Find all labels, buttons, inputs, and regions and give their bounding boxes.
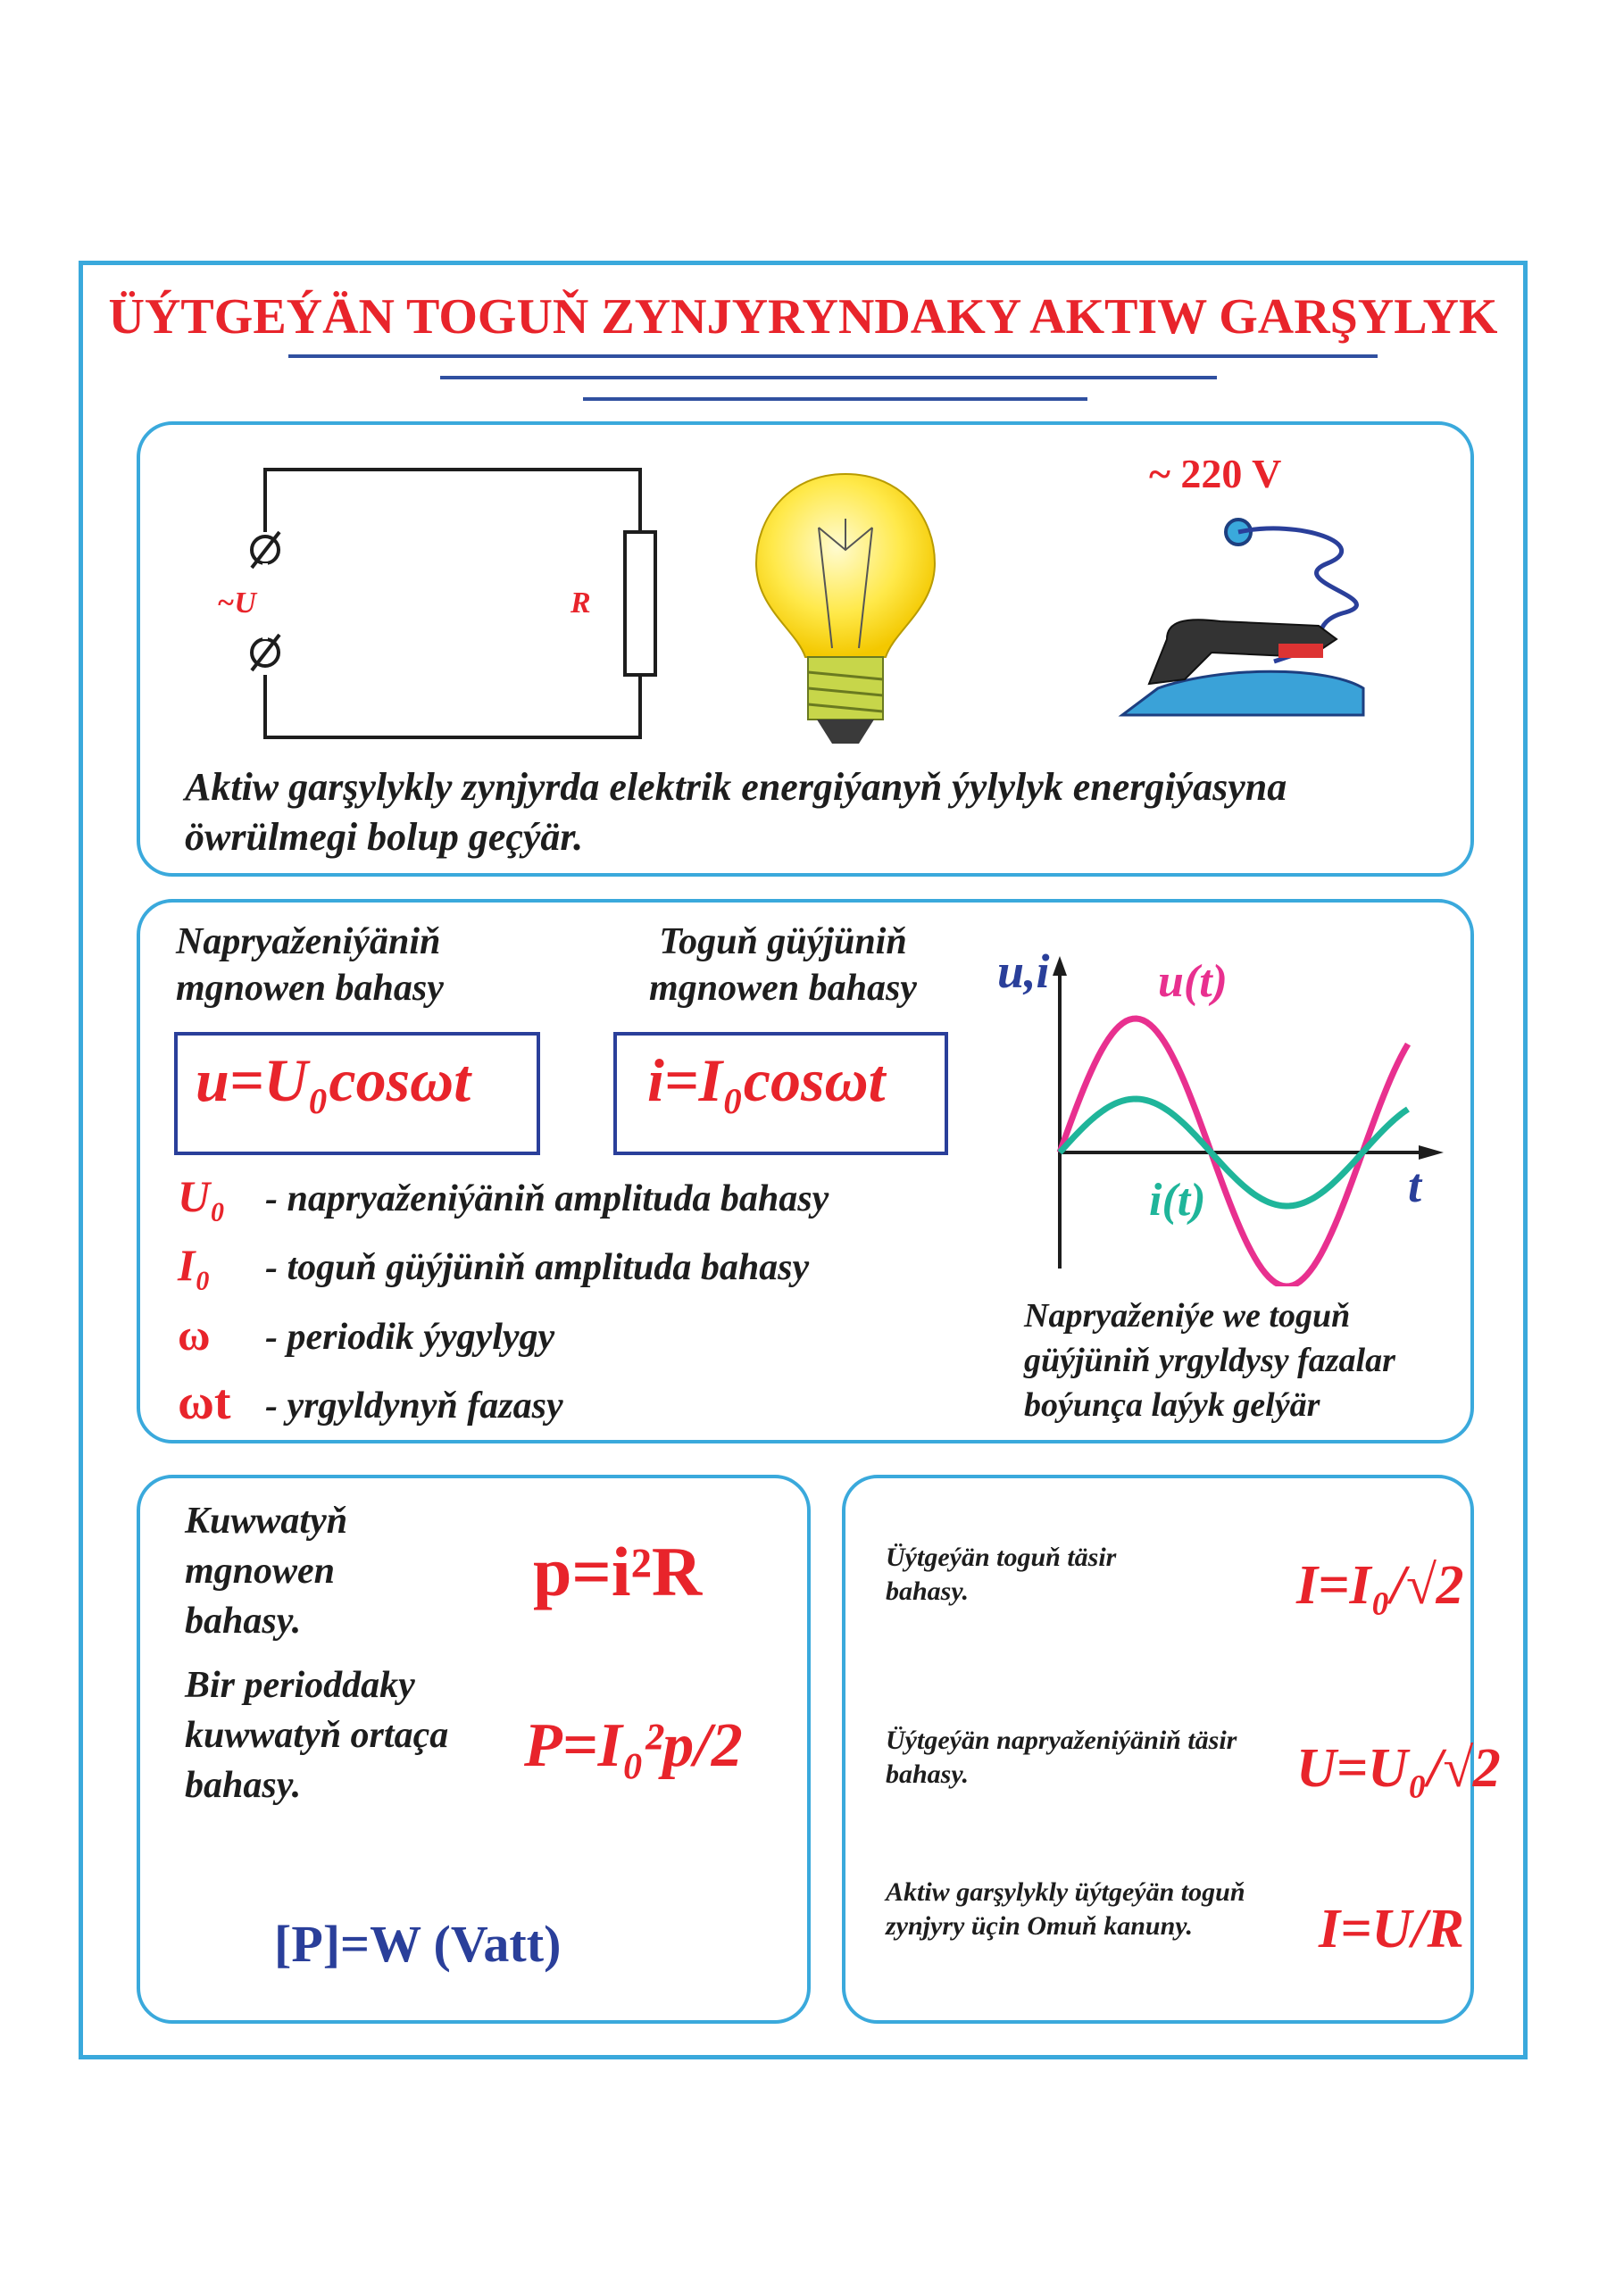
- graph-caption: Napryaženiýe we toguň güýjüniň yrgyldysy fazalar boýunça laýyk gelýär: [1024, 1297, 1395, 1424]
- def-text-1: - toguň güýjüniň amplituda bahasy: [265, 1247, 810, 1288]
- page-title: ÜÝTGEÝÄN TOGUŇ ZYNJYRYNDAKY AKTIW GARŞYLYK: [108, 289, 1498, 345]
- circuit-panel: [137, 421, 1474, 877]
- title-underline-1: [288, 354, 1378, 358]
- graph-x-arrow: [1419, 1145, 1444, 1160]
- instant-power-text: Kuwwatyň mgnowen bahasy.: [185, 1501, 348, 1642]
- current-formula: i=I₀cosωt: [647, 1046, 886, 1114]
- def-text-3: - yrgyldynyň fazasy: [265, 1385, 563, 1427]
- instant-power-formula: p=i²R: [533, 1533, 703, 1610]
- instantaneous-values-panel: [137, 899, 1474, 1443]
- def-text-2: - periodik ýygylygy: [265, 1317, 555, 1358]
- light-bulb-icon: [747, 465, 944, 760]
- effective-values-panel: [842, 1475, 1501, 2024]
- title-underline-2: [440, 376, 1217, 379]
- effective-voltage-formula: U=U₀/√2: [1296, 1738, 1501, 1799]
- poster-frame: [79, 261, 1528, 2059]
- u-curve-label: u(t): [1158, 956, 1228, 1007]
- electric-iron-icon: [1095, 447, 1435, 742]
- voltage-heading: Napryaženiýäniň mgnowen bahasy: [176, 921, 444, 1009]
- power-unit: [P]=W (Vatt): [274, 1915, 562, 1973]
- circuit-diagram: [212, 461, 658, 764]
- y-axis-label: u,i: [997, 944, 1050, 998]
- voltage-current-graph: [979, 911, 1462, 1286]
- avg-power-formula: P=I₀²p/2: [524, 1711, 743, 1780]
- def-symbol-1: I₀: [178, 1240, 211, 1290]
- effective-current-text: Üýtgeýän toguň täsir bahasy.: [886, 1543, 1117, 1606]
- def-symbol-0: U₀: [178, 1171, 226, 1221]
- i-curve-label: i(t): [1149, 1175, 1206, 1226]
- def-text-0: - napryaženiýäniň amplituda bahasy: [265, 1178, 829, 1219]
- effective-voltage-text: Üýtgeýän napryaženiýäniň täsir bahasy.: [886, 1726, 1237, 1789]
- power-panel: [137, 1475, 811, 2024]
- resistor-label: R: [570, 586, 591, 620]
- ohm-law-text: Aktiw garşylykly üýtgeýän toguň zynjyry üçin Omuň kanuny.: [886, 1877, 1245, 1941]
- voltage-formula: u=U₀cosωt: [196, 1046, 471, 1114]
- effective-current-formula: I=I₀/√2: [1296, 1555, 1464, 1616]
- title-underline-3: [583, 397, 1087, 401]
- ohm-law-formula: I=U/R: [1319, 1899, 1464, 1959]
- def-symbol-2: ω: [178, 1310, 211, 1360]
- current-heading: Toguň güýjüniň mgnowen bahasy: [649, 921, 917, 1009]
- voltage-label: ~ 220 V: [1149, 451, 1282, 496]
- graph-y-arrow: [1053, 956, 1067, 976]
- source-label: ~U: [217, 586, 256, 620]
- x-axis-label: t: [1408, 1159, 1422, 1212]
- avg-power-text: Bir perioddaky kuwwatyň ortaça bahasy.: [185, 1665, 449, 1806]
- panel1-caption: Aktiw garşylykly zynjyrda elektrik energiýanyň ýylylyk energiýasyna öwrülmegi bolup geçýär.: [185, 765, 1287, 859]
- def-symbol-3: ωt: [178, 1375, 231, 1430]
